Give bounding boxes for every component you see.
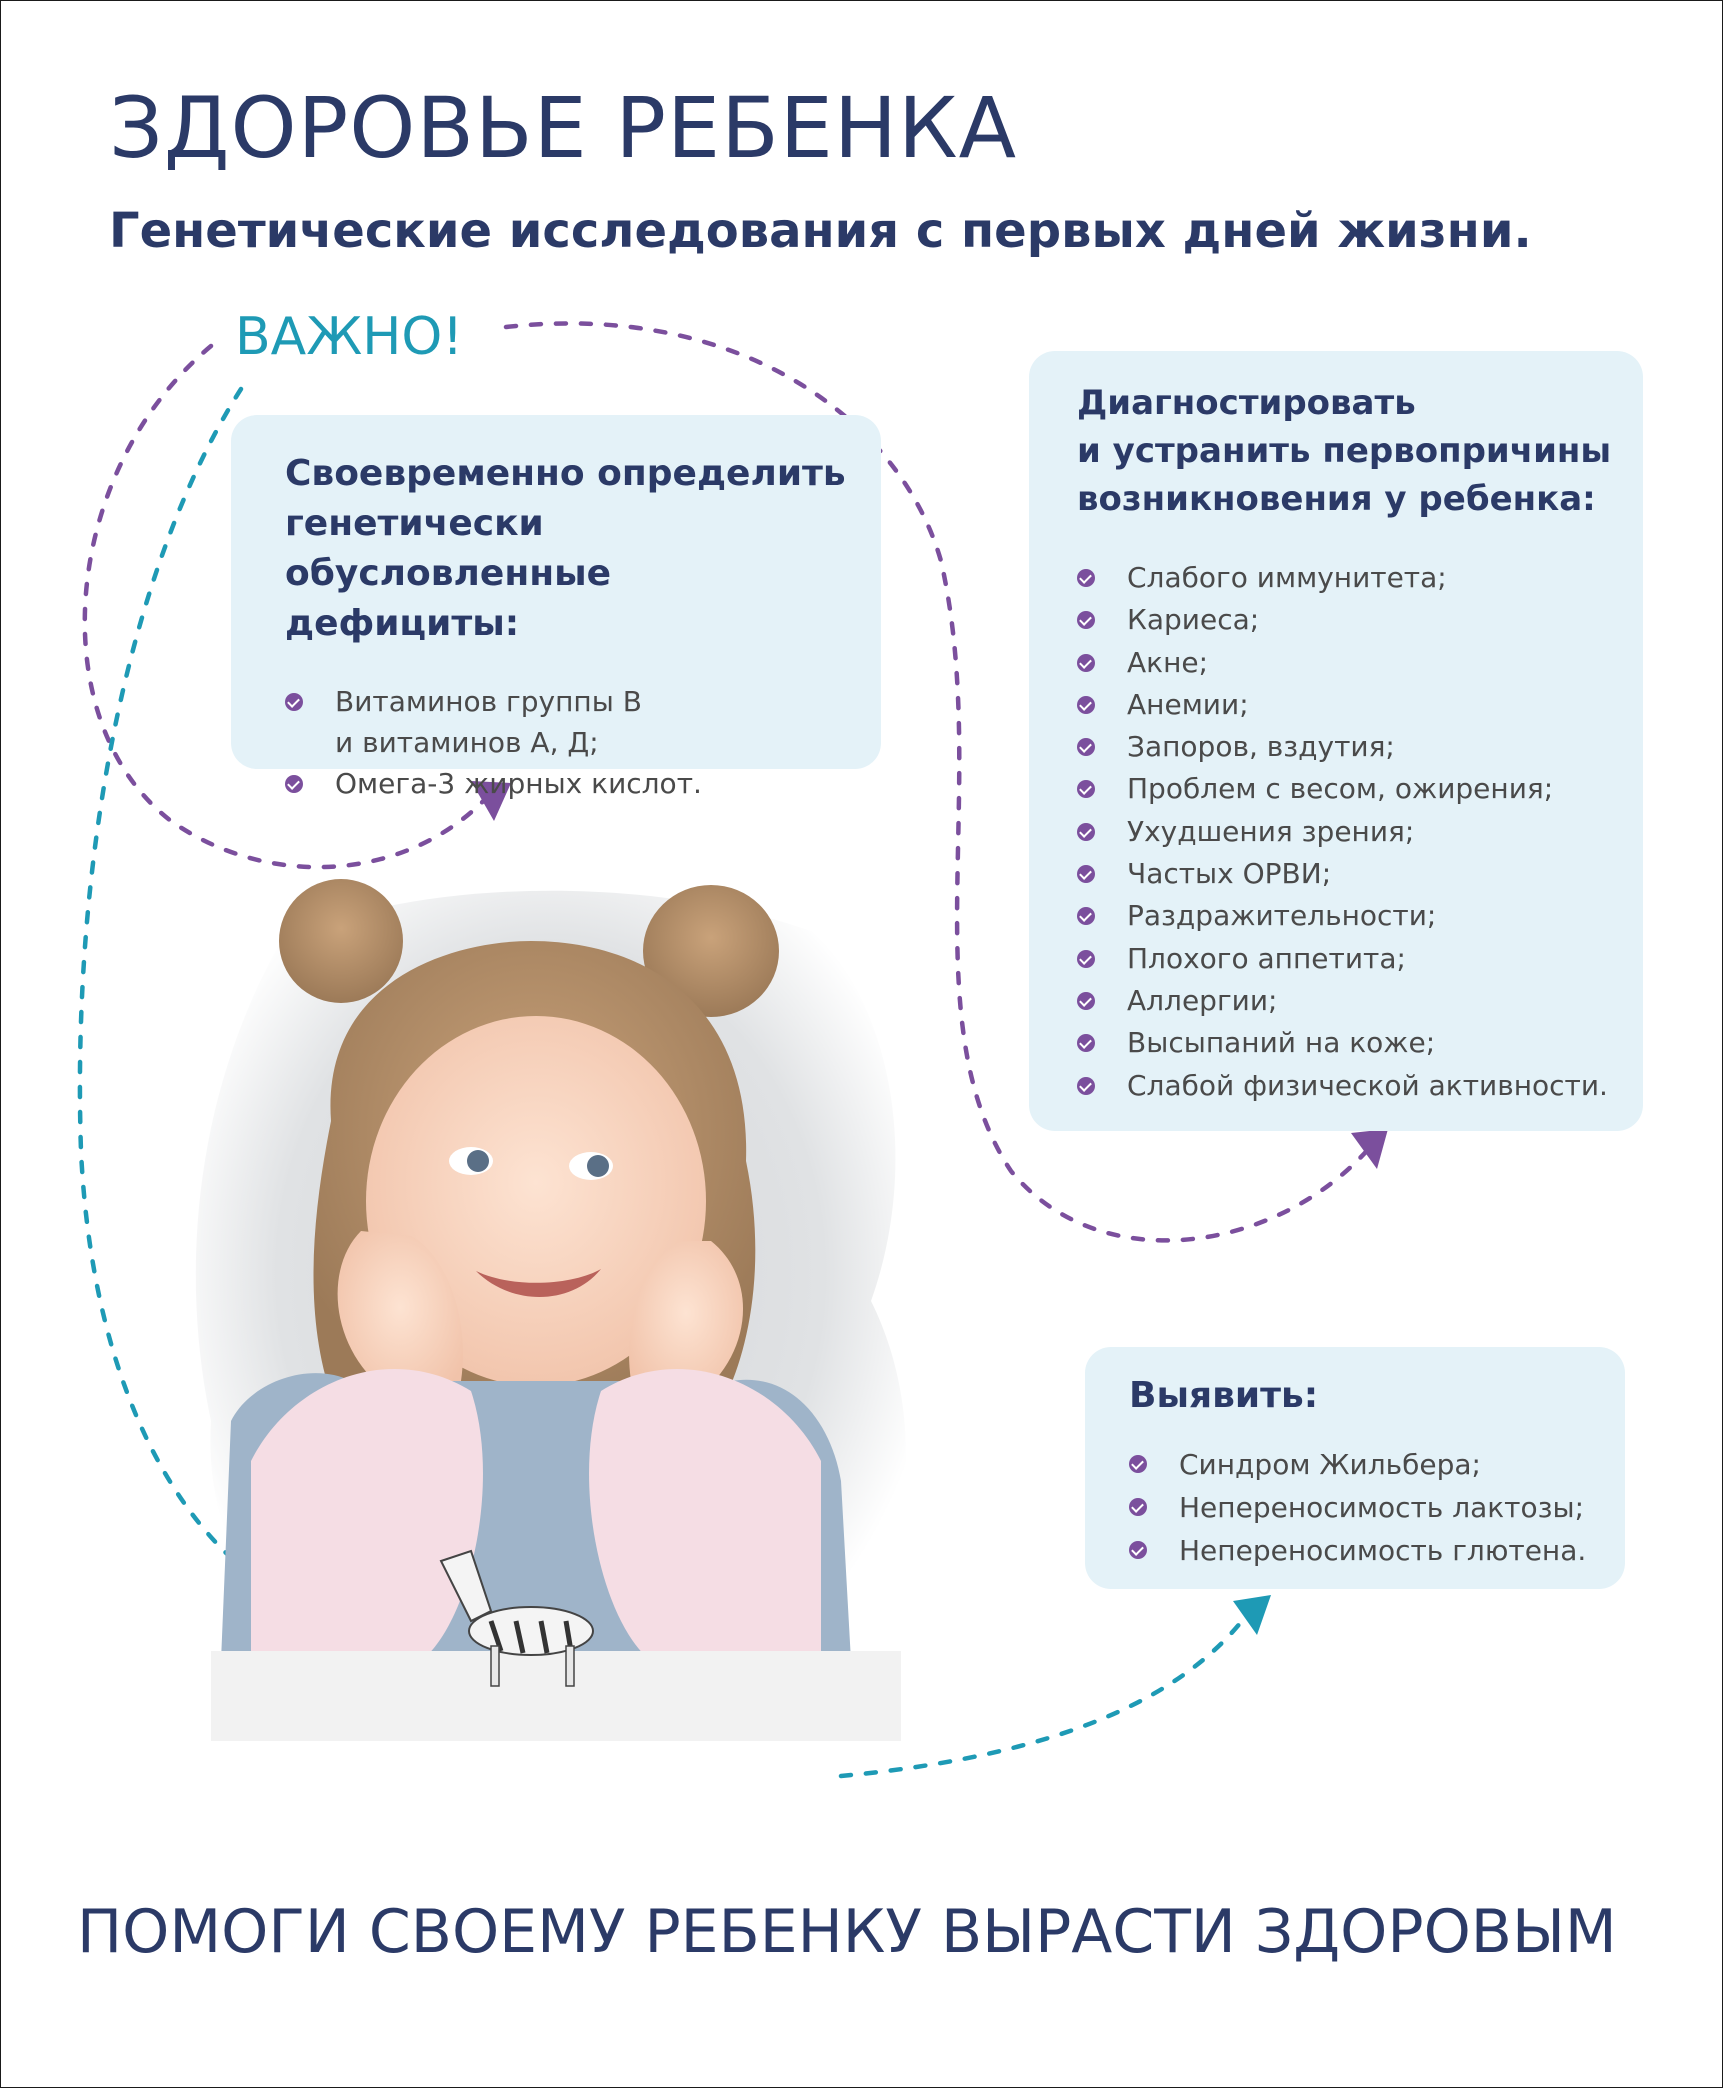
diagnose-list <box>1077 557 1643 1107</box>
list-item <box>1129 1486 1625 1529</box>
list-item <box>285 681 881 763</box>
list-item <box>1077 1022 1643 1064</box>
check-circle-icon <box>1129 1498 1147 1516</box>
list-item-text: Частых ОРВИ; <box>1127 857 1332 891</box>
list-item <box>1077 980 1643 1022</box>
check-circle-icon <box>1077 823 1095 841</box>
page-subtitle: Генетические исследования с первых дней жизни. <box>109 203 1532 259</box>
check-circle-icon <box>1077 907 1095 925</box>
check-circle-icon <box>1077 780 1095 798</box>
card-diagnose <box>1029 351 1643 1131</box>
detect-list <box>1129 1443 1625 1572</box>
list-item-text: Аллергии; <box>1127 983 1278 1017</box>
list-item <box>1077 938 1643 980</box>
list-item <box>285 763 881 804</box>
list-item-text: Непереносимость глютена. <box>1179 1534 1587 1567</box>
important-label: ВАЖНО! <box>235 307 464 367</box>
check-circle-icon <box>1077 654 1095 672</box>
footer-slogan: ПОМОГИ СВОЕМУ РЕБЕНКУ ВЫРАСТИ ЗДОРОВЫМ <box>77 1897 1617 1967</box>
list-item-text: Запоров, вздутия; <box>1127 730 1395 764</box>
list-item <box>1077 853 1643 895</box>
list-item <box>1077 557 1643 599</box>
list-item-text: Акне; <box>1127 645 1209 679</box>
check-circle-icon <box>1129 1541 1147 1559</box>
deficits-list <box>285 681 881 804</box>
list-item-text: Проблем с весом, ожирения; <box>1127 772 1554 806</box>
check-circle-icon <box>1077 1077 1095 1095</box>
list-item-text: Высыпаний на коже; <box>1127 1026 1436 1060</box>
list-item <box>1129 1443 1625 1486</box>
check-circle-icon <box>1077 611 1095 629</box>
list-item <box>1077 895 1643 937</box>
check-circle-icon <box>1077 738 1095 756</box>
list-item-text: Синдром Жильбера; <box>1179 1448 1481 1481</box>
page-title: ЗДОРОВЬЕ РЕБЕНКА <box>109 79 1018 177</box>
list-item <box>1129 1529 1625 1572</box>
list-item <box>1077 811 1643 853</box>
check-circle-icon <box>1129 1455 1147 1473</box>
purple-arrowhead-right <box>1351 1129 1388 1169</box>
check-circle-icon <box>1077 950 1095 968</box>
list-item <box>1077 768 1643 810</box>
list-item-text: Витаминов группы В и витаминов А, Д; <box>335 685 642 759</box>
check-circle-icon <box>1077 992 1095 1010</box>
check-circle-icon <box>285 775 303 793</box>
list-item-text: Омега-3 жирных кислот. <box>335 767 702 800</box>
list-item-text: Анемии; <box>1127 687 1249 721</box>
card-detect-heading: Выявить: <box>1129 1375 1319 1416</box>
right-iris <box>587 1155 609 1177</box>
table-surface <box>211 1651 901 1741</box>
list-item <box>1077 599 1643 641</box>
child-photo-illustration <box>171 861 931 1841</box>
check-circle-icon <box>1077 1034 1095 1052</box>
list-item-text: Слабой физической активности. <box>1127 1068 1608 1102</box>
list-item-text: Кариеса; <box>1127 603 1260 637</box>
left-iris <box>467 1150 489 1172</box>
card-diagnose-heading: Диагностировать и устранить первопричины возникновения у ребенка: <box>1077 383 1612 519</box>
card-deficits <box>231 415 881 800</box>
left-hair-bun <box>279 879 403 1003</box>
check-circle-icon <box>1077 865 1095 883</box>
card-deficits-heading: Своевременно определить генетически обусловленные дефициты: <box>285 453 846 644</box>
check-circle-icon <box>1077 696 1095 714</box>
list-item <box>1077 684 1643 726</box>
list-item-text: Раздражительности; <box>1127 899 1437 933</box>
check-circle-icon <box>1077 569 1095 587</box>
list-item-text: Ухудшения зрения; <box>1127 814 1415 848</box>
check-circle-icon <box>285 693 303 711</box>
list-item <box>1077 642 1643 684</box>
list-item-text: Непереносимость лактозы; <box>1179 1491 1585 1524</box>
card-detect <box>1085 1347 1625 1589</box>
teal-arrowhead-bottom <box>1233 1595 1271 1635</box>
list-item-text: Слабого иммунитета; <box>1127 561 1447 594</box>
list-item-text: Плохого аппетита; <box>1127 941 1406 975</box>
list-item <box>1077 726 1643 768</box>
list-item <box>1077 1065 1643 1107</box>
